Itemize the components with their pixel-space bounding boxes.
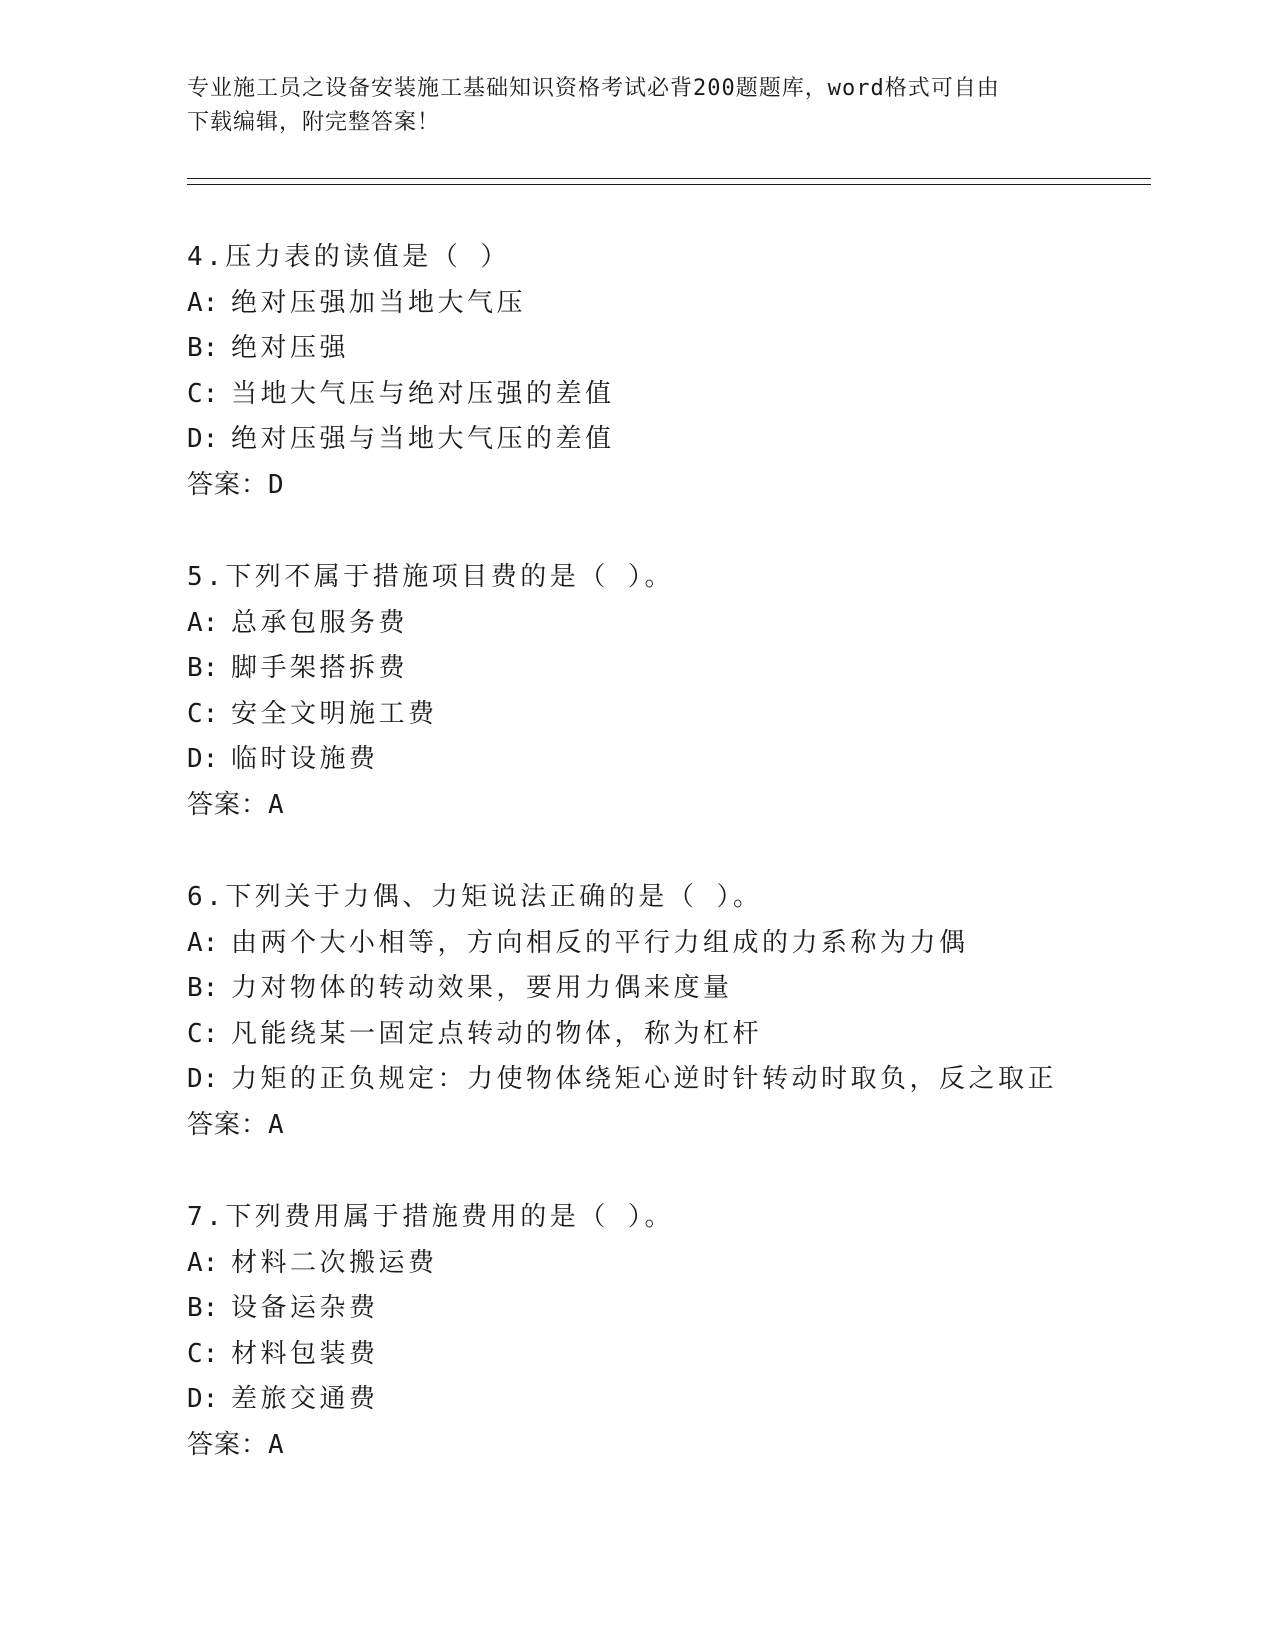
option-c [187, 372, 1147, 418]
option-d [187, 737, 1147, 783]
option-text: 绝对压强与当地大气压的差值 [231, 424, 615, 454]
question-block [187, 875, 1147, 1148]
option-a [187, 281, 1147, 327]
answer-value: A [268, 789, 284, 820]
answer-value: A [268, 1429, 284, 1460]
option-text: 材料包装费 [231, 1338, 379, 1369]
option-text: 脚手架搭拆费 [231, 653, 409, 683]
option-letter: D: [187, 1064, 219, 1094]
header-line-1: 专业施工员之设备安装施工基础知识资格考试必背200题题库，word格式可自由 [187, 76, 1000, 101]
option-c [187, 1332, 1147, 1378]
option-text: 由两个大小相等，方向相反的平行力组成的力系称为力偶 [231, 927, 969, 958]
option-letter: C: [187, 378, 219, 409]
option-c [187, 1012, 1147, 1058]
option-letter: B: [187, 973, 219, 1003]
option-text: 绝对压强 [231, 333, 350, 363]
document-header [187, 72, 1067, 140]
answer-value: D [268, 469, 284, 500]
option-text: 设备运杂费 [231, 1293, 379, 1323]
header-divider-top [187, 178, 1151, 179]
option-text: 凡能绕某一固定点转动的物体，称为杠杆 [231, 1018, 763, 1049]
option-text: 差旅交通费 [231, 1384, 379, 1414]
option-text: 临时设施费 [231, 744, 379, 774]
option-b [187, 966, 1147, 1012]
option-letter: D: [187, 744, 219, 774]
option-letter: B: [187, 1293, 219, 1323]
option-text: 安全文明施工费 [231, 698, 438, 729]
question-block [187, 235, 1147, 508]
option-a [187, 601, 1147, 647]
option-text: 材料二次搬运费 [231, 1247, 438, 1278]
question-stem: 4.压力表的读值是（ ） [187, 242, 510, 272]
option-letter: C: [187, 1338, 219, 1369]
option-c [187, 692, 1147, 738]
option-d [187, 1377, 1147, 1423]
option-text: 力对物体的转动效果，要用力偶来度量 [231, 973, 733, 1003]
option-letter: D: [187, 424, 219, 454]
option-letter: B: [187, 653, 219, 683]
answer-label: 答案： [187, 789, 269, 820]
option-letter: C: [187, 1018, 219, 1049]
answer-line [187, 783, 1147, 829]
option-a [187, 1241, 1147, 1287]
option-b [187, 326, 1147, 372]
question-block [187, 555, 1147, 828]
question-stem: 5.下列不属于措施项目费的是（ ）。 [187, 562, 674, 592]
option-d [187, 417, 1147, 463]
option-text: 总承包服务费 [231, 607, 409, 638]
question-block [187, 1195, 1147, 1468]
option-text: 力矩的正负规定：力使物体绕矩心逆时针转动时取负，反之取正 [231, 1064, 1058, 1094]
answer-line [187, 1423, 1147, 1469]
answer-line [187, 1103, 1147, 1149]
option-d [187, 1057, 1147, 1103]
header-divider-bottom [187, 184, 1151, 185]
option-text: 当地大气压与绝对压强的差值 [231, 378, 615, 409]
answer-label: 答案： [187, 1109, 269, 1140]
option-text: 绝对压强加当地大气压 [231, 287, 527, 318]
option-letter: A: [187, 927, 219, 958]
option-b [187, 646, 1147, 692]
question-stem: 6.下列关于力偶、力矩说法正确的是（ ）。 [187, 882, 763, 912]
option-letter: B: [187, 333, 219, 363]
option-letter: A: [187, 607, 219, 638]
answer-label: 答案： [187, 1429, 269, 1460]
option-letter: A: [187, 287, 219, 318]
option-letter: A: [187, 1247, 219, 1278]
option-a [187, 921, 1147, 967]
answer-label: 答案： [187, 469, 269, 500]
header-line-2: 下载编辑，附完整答案！ [187, 110, 441, 135]
option-b [187, 1286, 1147, 1332]
answer-line [187, 463, 1147, 509]
answer-value: A [268, 1109, 284, 1140]
option-letter: C: [187, 698, 219, 729]
question-stem: 7.下列费用属于措施费用的是（ ）。 [187, 1202, 674, 1232]
option-letter: D: [187, 1384, 219, 1414]
